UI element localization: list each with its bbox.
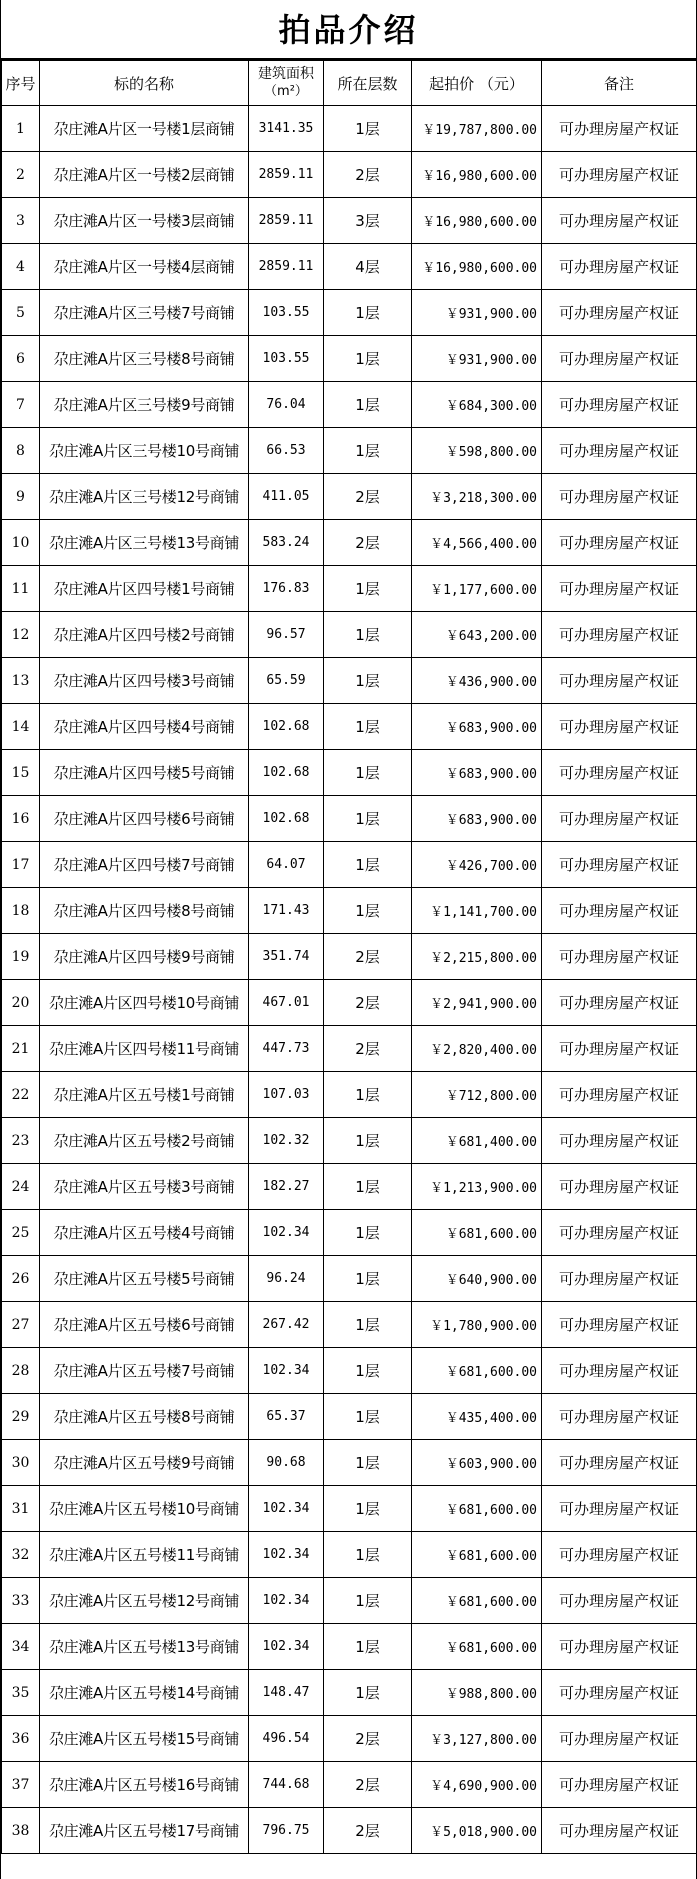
cell-lot-name: 尕庄滩A片区三号楼9号商铺 (40, 382, 249, 428)
cell-price: ￥3,127,800.00 (412, 1716, 542, 1762)
cell-floor: 2层 (324, 1808, 412, 1854)
cell-index: 31 (2, 1486, 40, 1532)
cell-area: 496.54 (249, 1716, 324, 1762)
header-area (249, 61, 324, 106)
cell-index: 21 (2, 1026, 40, 1072)
cell-lot-name: 尕庄滩A片区四号楼8号商铺 (40, 888, 249, 934)
table-row (2, 1808, 697, 1854)
cell-lot-name: 尕庄滩A片区四号楼11号商铺 (40, 1026, 249, 1072)
cell-price: ￥2,215,800.00 (412, 934, 542, 980)
cell-price: ￥931,900.00 (412, 290, 542, 336)
table-row (2, 382, 697, 428)
cell-note: 可办理房屋产权证 (542, 1440, 697, 1486)
table-row (2, 1210, 697, 1256)
cell-lot-name: 尕庄滩A片区一号楼1层商铺 (40, 106, 249, 152)
cell-price: ￥681,600.00 (412, 1532, 542, 1578)
cell-price: ￥5,018,900.00 (412, 1808, 542, 1854)
cell-lot-name: 尕庄滩A片区四号楼10号商铺 (40, 980, 249, 1026)
cell-area: 2859.11 (249, 198, 324, 244)
cell-floor: 1层 (324, 1578, 412, 1624)
table-row (2, 934, 697, 980)
table-row (2, 1532, 697, 1578)
cell-note: 可办理房屋产权证 (542, 1762, 697, 1808)
cell-note: 可办理房屋产权证 (542, 474, 697, 520)
cell-index: 7 (2, 382, 40, 428)
table-row (2, 1486, 697, 1532)
table-row (2, 1670, 697, 1716)
cell-lot-name: 尕庄滩A片区四号楼3号商铺 (40, 658, 249, 704)
table-row (2, 566, 697, 612)
cell-index: 11 (2, 566, 40, 612)
cell-price: ￥681,600.00 (412, 1486, 542, 1532)
cell-lot-name: 尕庄滩A片区五号楼11号商铺 (40, 1532, 249, 1578)
table-row (2, 428, 697, 474)
cell-index: 29 (2, 1394, 40, 1440)
table-row (2, 1348, 697, 1394)
cell-floor: 2层 (324, 1762, 412, 1808)
cell-area: 2859.11 (249, 244, 324, 290)
cell-lot-name: 尕庄滩A片区五号楼12号商铺 (40, 1578, 249, 1624)
cell-price: ￥681,600.00 (412, 1578, 542, 1624)
cell-area: 447.73 (249, 1026, 324, 1072)
table-row (2, 1762, 697, 1808)
cell-lot-name: 尕庄滩A片区一号楼2层商铺 (40, 152, 249, 198)
cell-price: ￥988,800.00 (412, 1670, 542, 1716)
cell-index: 15 (2, 750, 40, 796)
table-row (2, 842, 697, 888)
cell-price: ￥16,980,600.00 (412, 244, 542, 290)
cell-floor: 1层 (324, 1256, 412, 1302)
cell-note: 可办理房屋产权证 (542, 704, 697, 750)
cell-index: 6 (2, 336, 40, 382)
cell-lot-name: 尕庄滩A片区四号楼4号商铺 (40, 704, 249, 750)
cell-price: ￥643,200.00 (412, 612, 542, 658)
header-row (2, 61, 697, 106)
cell-lot-name: 尕庄滩A片区四号楼2号商铺 (40, 612, 249, 658)
table-row (2, 1716, 697, 1762)
cell-lot-name: 尕庄滩A片区五号楼2号商铺 (40, 1118, 249, 1164)
cell-floor: 2层 (324, 980, 412, 1026)
header-area-unit: （m²） (264, 84, 308, 99)
cell-price: ￥16,980,600.00 (412, 152, 542, 198)
cell-index: 28 (2, 1348, 40, 1394)
cell-price: ￥603,900.00 (412, 1440, 542, 1486)
cell-lot-name: 尕庄滩A片区五号楼6号商铺 (40, 1302, 249, 1348)
cell-note: 可办理房屋产权证 (542, 1256, 697, 1302)
cell-area: 65.59 (249, 658, 324, 704)
cell-note: 可办理房屋产权证 (542, 382, 697, 428)
header-area-label: 建筑面积 (258, 66, 314, 82)
cell-index: 23 (2, 1118, 40, 1164)
table-row (2, 1164, 697, 1210)
cell-lot-name: 尕庄滩A片区三号楼7号商铺 (40, 290, 249, 336)
cell-area: 102.68 (249, 750, 324, 796)
cell-price: ￥1,177,600.00 (412, 566, 542, 612)
cell-floor: 2层 (324, 474, 412, 520)
cell-price: ￥683,900.00 (412, 750, 542, 796)
cell-floor: 2层 (324, 1026, 412, 1072)
cell-lot-name: 尕庄滩A片区一号楼3层商铺 (40, 198, 249, 244)
cell-price: ￥681,600.00 (412, 1210, 542, 1256)
cell-index: 32 (2, 1532, 40, 1578)
cell-lot-name: 尕庄滩A片区五号楼3号商铺 (40, 1164, 249, 1210)
cell-floor: 1层 (324, 336, 412, 382)
cell-area: 96.57 (249, 612, 324, 658)
cell-lot-name: 尕庄滩A片区五号楼7号商铺 (40, 1348, 249, 1394)
cell-price: ￥1,213,900.00 (412, 1164, 542, 1210)
cell-index: 25 (2, 1210, 40, 1256)
cell-lot-name: 尕庄滩A片区五号楼15号商铺 (40, 1716, 249, 1762)
table-row (2, 1026, 697, 1072)
cell-floor: 1层 (324, 1670, 412, 1716)
cell-price: ￥1,780,900.00 (412, 1302, 542, 1348)
cell-lot-name: 尕庄滩A片区五号楼10号商铺 (40, 1486, 249, 1532)
cell-note: 可办理房屋产权证 (542, 1532, 697, 1578)
cell-floor: 1层 (324, 1210, 412, 1256)
table-row (2, 658, 697, 704)
cell-price: ￥683,900.00 (412, 796, 542, 842)
table-row (2, 1256, 697, 1302)
cell-lot-name: 尕庄滩A片区五号楼1号商铺 (40, 1072, 249, 1118)
header-note: 备注 (542, 61, 697, 106)
cell-floor: 4层 (324, 244, 412, 290)
cell-floor: 1层 (324, 704, 412, 750)
cell-floor: 2层 (324, 1716, 412, 1762)
cell-price: ￥683,900.00 (412, 704, 542, 750)
cell-area: 744.68 (249, 1762, 324, 1808)
cell-area: 176.83 (249, 566, 324, 612)
cell-lot-name: 尕庄滩A片区三号楼10号商铺 (40, 428, 249, 474)
cell-area: 66.53 (249, 428, 324, 474)
cell-lot-name: 尕庄滩A片区一号楼4层商铺 (40, 244, 249, 290)
cell-area: 3141.35 (249, 106, 324, 152)
cell-index: 18 (2, 888, 40, 934)
table-row (2, 1624, 697, 1670)
cell-lot-name: 尕庄滩A片区四号楼1号商铺 (40, 566, 249, 612)
cell-price: ￥436,900.00 (412, 658, 542, 704)
cell-price: ￥681,400.00 (412, 1118, 542, 1164)
cell-floor: 1层 (324, 1072, 412, 1118)
table-row (2, 1394, 697, 1440)
cell-price: ￥1,141,700.00 (412, 888, 542, 934)
cell-note: 可办理房屋产权证 (542, 1578, 697, 1624)
cell-index: 38 (2, 1808, 40, 1854)
cell-index: 14 (2, 704, 40, 750)
cell-floor: 1层 (324, 290, 412, 336)
cell-note: 可办理房屋产权证 (542, 612, 697, 658)
cell-note: 可办理房屋产权证 (542, 290, 697, 336)
cell-area: 103.55 (249, 336, 324, 382)
cell-floor: 1层 (324, 382, 412, 428)
cell-area: 267.42 (249, 1302, 324, 1348)
table-row (2, 152, 697, 198)
cell-area: 102.34 (249, 1486, 324, 1532)
cell-lot-name: 尕庄滩A片区四号楼7号商铺 (40, 842, 249, 888)
table-header (2, 61, 697, 106)
cell-note: 可办理房屋产权证 (542, 1072, 697, 1118)
cell-price: ￥4,690,900.00 (412, 1762, 542, 1808)
cell-price: ￥435,400.00 (412, 1394, 542, 1440)
cell-index: 12 (2, 612, 40, 658)
cell-lot-name: 尕庄滩A片区四号楼6号商铺 (40, 796, 249, 842)
table-row (2, 612, 697, 658)
cell-area: 351.74 (249, 934, 324, 980)
table-body (2, 106, 697, 1854)
header-price: 起拍价 （元） (412, 61, 542, 106)
cell-note: 可办理房屋产权证 (542, 152, 697, 198)
cell-note: 可办理房屋产权证 (542, 842, 697, 888)
page-title: 拍品介绍 (1, 0, 696, 60)
cell-note: 可办理房屋产权证 (542, 1716, 697, 1762)
cell-floor: 1层 (324, 1440, 412, 1486)
cell-lot-name: 尕庄滩A片区五号楼8号商铺 (40, 1394, 249, 1440)
cell-note: 可办理房屋产权证 (542, 888, 697, 934)
cell-price: ￥16,980,600.00 (412, 198, 542, 244)
cell-floor: 1层 (324, 1164, 412, 1210)
cell-note: 可办理房屋产权证 (542, 1394, 697, 1440)
cell-area: 103.55 (249, 290, 324, 336)
cell-floor: 1层 (324, 1118, 412, 1164)
cell-note: 可办理房屋产权证 (542, 980, 697, 1026)
table-row (2, 1302, 697, 1348)
header-index: 序号 (2, 61, 40, 106)
cell-price: ￥426,700.00 (412, 842, 542, 888)
table-row (2, 1118, 697, 1164)
cell-index: 27 (2, 1302, 40, 1348)
cell-index: 24 (2, 1164, 40, 1210)
cell-floor: 2层 (324, 520, 412, 566)
cell-index: 37 (2, 1762, 40, 1808)
cell-index: 1 (2, 106, 40, 152)
cell-area: 583.24 (249, 520, 324, 566)
cell-lot-name: 尕庄滩A片区三号楼8号商铺 (40, 336, 249, 382)
cell-index: 4 (2, 244, 40, 290)
cell-price: ￥2,941,900.00 (412, 980, 542, 1026)
cell-index: 5 (2, 290, 40, 336)
cell-lot-name: 尕庄滩A片区五号楼13号商铺 (40, 1624, 249, 1670)
cell-floor: 3层 (324, 198, 412, 244)
cell-index: 13 (2, 658, 40, 704)
cell-price: ￥2,820,400.00 (412, 1026, 542, 1072)
cell-floor: 1层 (324, 1486, 412, 1532)
cell-index: 35 (2, 1670, 40, 1716)
cell-lot-name: 尕庄滩A片区三号楼12号商铺 (40, 474, 249, 520)
cell-area: 90.68 (249, 1440, 324, 1486)
table-row (2, 1440, 697, 1486)
cell-note: 可办理房屋产权证 (542, 198, 697, 244)
cell-floor: 1层 (324, 888, 412, 934)
cell-floor: 2层 (324, 934, 412, 980)
cell-note: 可办理房屋产权证 (542, 1302, 697, 1348)
cell-index: 17 (2, 842, 40, 888)
cell-index: 9 (2, 474, 40, 520)
header-floor: 所在层数 (324, 61, 412, 106)
cell-area: 171.43 (249, 888, 324, 934)
cell-price: ￥681,600.00 (412, 1624, 542, 1670)
table-row (2, 336, 697, 382)
cell-floor: 1层 (324, 750, 412, 796)
cell-area: 102.34 (249, 1578, 324, 1624)
cell-area: 65.37 (249, 1394, 324, 1440)
cell-lot-name: 尕庄滩A片区三号楼13号商铺 (40, 520, 249, 566)
cell-note: 可办理房屋产权证 (542, 658, 697, 704)
cell-price: ￥4,566,400.00 (412, 520, 542, 566)
cell-area: 102.68 (249, 704, 324, 750)
cell-price: ￥19,787,800.00 (412, 106, 542, 152)
cell-price: ￥931,900.00 (412, 336, 542, 382)
cell-area: 102.34 (249, 1348, 324, 1394)
cell-lot-name: 尕庄滩A片区五号楼14号商铺 (40, 1670, 249, 1716)
cell-note: 可办理房屋产权证 (542, 1118, 697, 1164)
cell-index: 2 (2, 152, 40, 198)
table-row (2, 1578, 697, 1624)
cell-area: 76.04 (249, 382, 324, 428)
cell-floor: 1层 (324, 1624, 412, 1670)
cell-index: 22 (2, 1072, 40, 1118)
cell-index: 30 (2, 1440, 40, 1486)
cell-area: 467.01 (249, 980, 324, 1026)
cell-area: 96.24 (249, 1256, 324, 1302)
cell-index: 26 (2, 1256, 40, 1302)
cell-price: ￥598,800.00 (412, 428, 542, 474)
cell-note: 可办理房屋产权证 (542, 1624, 697, 1670)
table-row (2, 198, 697, 244)
cell-index: 10 (2, 520, 40, 566)
cell-index: 36 (2, 1716, 40, 1762)
cell-lot-name: 尕庄滩A片区四号楼5号商铺 (40, 750, 249, 796)
cell-index: 16 (2, 796, 40, 842)
cell-index: 3 (2, 198, 40, 244)
table-row (2, 796, 697, 842)
cell-area: 102.34 (249, 1624, 324, 1670)
table-row (2, 888, 697, 934)
cell-area: 411.05 (249, 474, 324, 520)
cell-note: 可办理房屋产权证 (542, 796, 697, 842)
cell-lot-name: 尕庄滩A片区五号楼5号商铺 (40, 1256, 249, 1302)
cell-note: 可办理房屋产权证 (542, 244, 697, 290)
table-row (2, 290, 697, 336)
cell-note: 可办理房屋产权证 (542, 336, 697, 382)
cell-note: 可办理房屋产权证 (542, 1486, 697, 1532)
cell-note: 可办理房屋产权证 (542, 520, 697, 566)
cell-area: 102.32 (249, 1118, 324, 1164)
table-row (2, 750, 697, 796)
cell-lot-name: 尕庄滩A片区五号楼16号商铺 (40, 1762, 249, 1808)
cell-note: 可办理房屋产权证 (542, 750, 697, 796)
cell-area: 102.68 (249, 796, 324, 842)
cell-index: 34 (2, 1624, 40, 1670)
cell-note: 可办理房屋产权证 (542, 1670, 697, 1716)
cell-area: 102.34 (249, 1210, 324, 1256)
header-name: 标的名称 (40, 61, 249, 106)
table-row (2, 244, 697, 290)
cell-floor: 1层 (324, 428, 412, 474)
table-row (2, 1072, 697, 1118)
cell-lot-name: 尕庄滩A片区五号楼9号商铺 (40, 1440, 249, 1486)
cell-floor: 1层 (324, 1302, 412, 1348)
cell-area: 107.03 (249, 1072, 324, 1118)
cell-price: ￥684,300.00 (412, 382, 542, 428)
cell-floor: 1层 (324, 1532, 412, 1578)
lots-table (1, 60, 697, 1854)
cell-floor: 1层 (324, 796, 412, 842)
cell-note: 可办理房屋产权证 (542, 428, 697, 474)
cell-floor: 1层 (324, 566, 412, 612)
cell-note: 可办理房屋产权证 (542, 1164, 697, 1210)
cell-note: 可办理房屋产权证 (542, 1348, 697, 1394)
cell-lot-name: 尕庄滩A片区四号楼9号商铺 (40, 934, 249, 980)
cell-floor: 1层 (324, 842, 412, 888)
cell-note: 可办理房屋产权证 (542, 1210, 697, 1256)
table-row (2, 520, 697, 566)
cell-floor: 1层 (324, 658, 412, 704)
cell-note: 可办理房屋产权证 (542, 1026, 697, 1072)
cell-floor: 1层 (324, 1348, 412, 1394)
cell-area: 796.75 (249, 1808, 324, 1854)
cell-area: 64.07 (249, 842, 324, 888)
cell-note: 可办理房屋产权证 (542, 934, 697, 980)
cell-area: 2859.11 (249, 152, 324, 198)
cell-note: 可办理房屋产权证 (542, 1808, 697, 1854)
cell-note: 可办理房屋产权证 (542, 106, 697, 152)
cell-price: ￥640,900.00 (412, 1256, 542, 1302)
cell-index: 8 (2, 428, 40, 474)
cell-lot-name: 尕庄滩A片区五号楼4号商铺 (40, 1210, 249, 1256)
table-row (2, 704, 697, 750)
cell-lot-name: 尕庄滩A片区五号楼17号商铺 (40, 1808, 249, 1854)
cell-area: 148.47 (249, 1670, 324, 1716)
cell-note: 可办理房屋产权证 (542, 566, 697, 612)
table-row (2, 980, 697, 1026)
cell-price: ￥3,218,300.00 (412, 474, 542, 520)
cell-index: 20 (2, 980, 40, 1026)
cell-area: 102.34 (249, 1532, 324, 1578)
cell-floor: 1层 (324, 612, 412, 658)
cell-price: ￥712,800.00 (412, 1072, 542, 1118)
table-row (2, 106, 697, 152)
cell-floor: 1层 (324, 106, 412, 152)
cell-price: ￥681,600.00 (412, 1348, 542, 1394)
cell-area: 182.27 (249, 1164, 324, 1210)
cell-index: 19 (2, 934, 40, 980)
cell-index: 33 (2, 1578, 40, 1624)
cell-floor: 2层 (324, 152, 412, 198)
table-row (2, 474, 697, 520)
cell-floor: 1层 (324, 1394, 412, 1440)
